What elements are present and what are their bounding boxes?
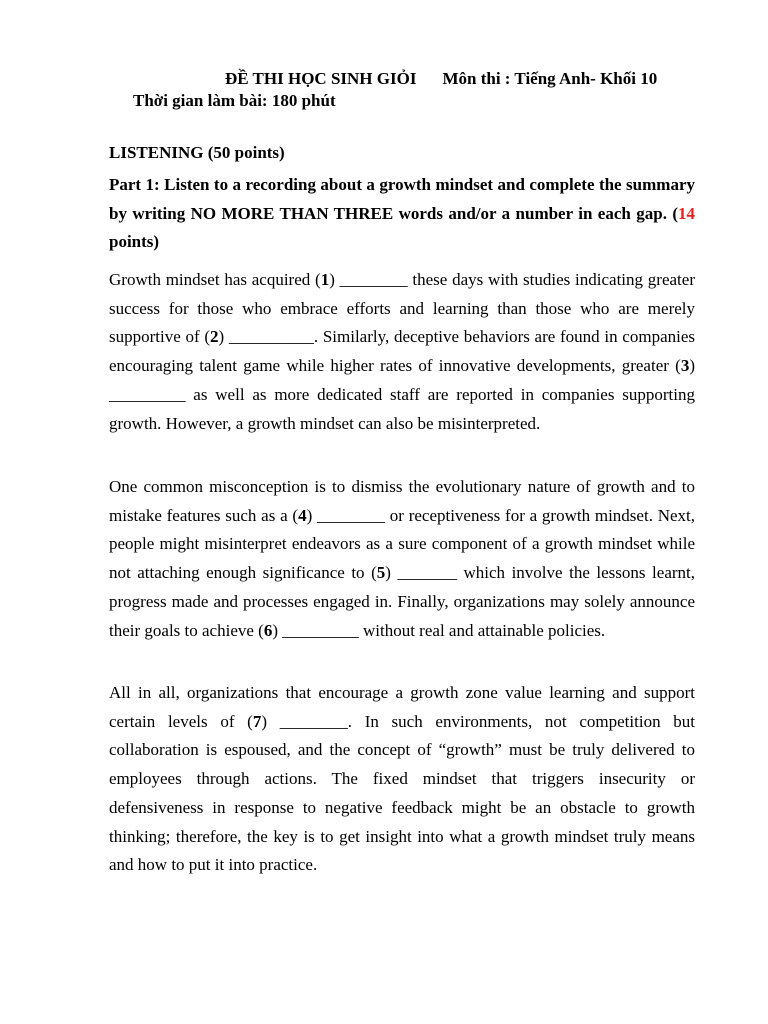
gap-number-7: 7 bbox=[252, 711, 262, 731]
exam-title: ĐỀ THI HỌC SINH GIỎI bbox=[225, 69, 417, 88]
paragraph-text: ) _________ as well as more dedicated staff are reported in companies supporting growth. However, a growth mindset can also be misinterpreted. bbox=[109, 356, 695, 433]
paragraph-text: ) ________ these days with studies indicating greater success for those who embrace efforts and learning than those who are merely supportive of ( bbox=[109, 270, 695, 347]
section-title: LISTENING (50 points) bbox=[109, 143, 285, 162]
gap-number-5: 5 bbox=[376, 563, 386, 583]
part1-points-value: 14 bbox=[678, 203, 695, 223]
gap-number-2: 2 bbox=[210, 327, 219, 347]
paragraph-text: Growth mindset has acquired ( bbox=[109, 270, 321, 289]
paragraph-text: All in all, organizations that encourage a growth zone value learning and support certain levels of ( bbox=[109, 683, 695, 731]
gap-number-3: 3 bbox=[680, 356, 690, 376]
paragraph-text: ) _______ which involve the lessons learnt, progress made and processes engaged in. Finally, organizations may solely announce their goals to achieve ( bbox=[109, 563, 696, 640]
gap-number-6: 6 bbox=[263, 620, 273, 640]
paragraph-text: ) __________. Similarly, deceptive behaviors are found in companies encouraging talent game while higher rates of innovative developments, greater ( bbox=[109, 327, 695, 376]
exam-header bbox=[225, 69, 657, 89]
part1-instruction-text: Part 1: Listen to a recording about a growth mindset and complete the summary by writing NO MORE THAN THREE words and/or a number in each gap. ( bbox=[109, 175, 695, 223]
paragraph-text: ) ________ or receptiveness for a growth mindset. Next, people might misinterpret endeavors as a sure component of a growth mindset while not attaching enough significance to ( bbox=[109, 505, 696, 583]
paragraph-text: ) ________. In such environments, not competition but collaboration is espoused, and the concept of “growth” must be truly delivered to employees through actions. The fixed mindset that triggers insecurity or defensiveness in response to negative feedback might be an obstacle to growth thinking; therefore, the key is to get insight into what a growth mindset truly means and how to put it into practice. bbox=[109, 711, 695, 875]
summary-paragraph-3 bbox=[109, 679, 695, 880]
exam-subject: Môn thi : Tiếng Anh- Khối 10 bbox=[442, 69, 658, 88]
exam-time: Thời gian làm bài: 180 phút bbox=[133, 91, 336, 110]
part1-instruction-tail: points) bbox=[109, 232, 160, 251]
gap-number-4: 4 bbox=[298, 505, 307, 525]
summary-paragraph-1 bbox=[109, 266, 695, 438]
paragraph-text: One common misconception is to dismiss the evolutionary nature of growth and to mistake features such as a ( bbox=[109, 477, 695, 525]
paragraph-text: ) _________ without real and attainable policies. bbox=[272, 620, 606, 640]
gap-number-1: 1 bbox=[320, 270, 330, 289]
summary-paragraph-2 bbox=[109, 473, 695, 645]
part1-instruction bbox=[109, 171, 695, 257]
